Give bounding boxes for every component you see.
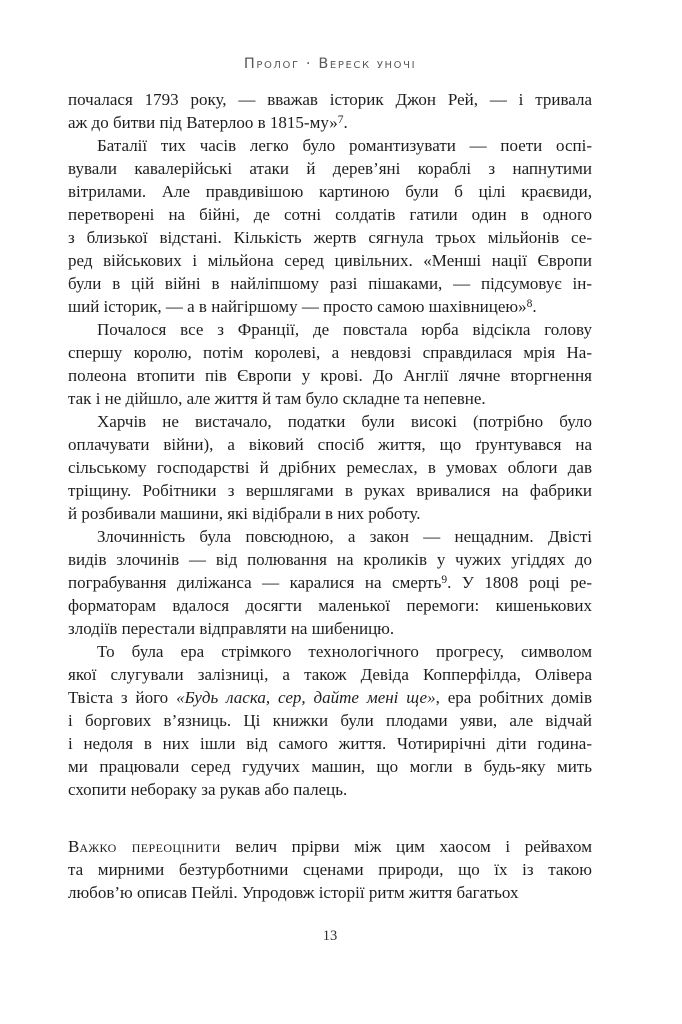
text-segment: , ера робітних домів (435, 688, 592, 707)
text-line (68, 364, 592, 387)
text-segment: злодіїв перестали відправляти на шибеницю. (68, 619, 395, 638)
text-segment: перетворені на бійні, де сотні солдатів гатили один в одного (68, 205, 592, 224)
body-text (68, 88, 592, 904)
text-segment: ший історик, — а в найгіршому — просто самою шахівницею» (68, 297, 527, 316)
text-segment-smallcaps: ажко переоцінити (79, 837, 221, 856)
text-line (68, 881, 592, 904)
text-segment-sup: 8 (526, 297, 533, 310)
paragraph (68, 410, 592, 525)
text-line (68, 686, 592, 709)
text-line (68, 433, 592, 456)
text-line (68, 778, 592, 801)
text-segment: пограбування диліжанса — каралися на смерть (68, 573, 442, 592)
text-line (68, 341, 592, 364)
text-segment: з близької відстані. Кількість жертв сягнула трьох мільйонів се- (68, 228, 592, 247)
text-line (68, 387, 592, 410)
text-segment: . (343, 113, 348, 132)
text-line (68, 157, 592, 180)
paragraph (68, 88, 592, 134)
text-segment: якої слугували залізниці, а також Девіда Копперфілда, Олівера (68, 665, 592, 684)
text-segment: та мирними безтурботними сценами природи, що їх із такою (68, 860, 592, 879)
text-segment: . (532, 297, 537, 316)
text-line (68, 594, 592, 617)
text-segment: й розбивали машини, які відібрали в них роботу. (68, 504, 421, 523)
text-segment: оплачувати війни), а віковий спосіб життя, що ґрунтувався на (68, 435, 592, 454)
text-line (68, 272, 592, 295)
text-segment: форматорам вдалося досягти маленької перемоги: кишенькових (68, 596, 592, 615)
text-segment: Твіста з його (68, 688, 177, 707)
text-segment: ми працювали серед гудучих машин, що могли в будь-яку мить (68, 757, 592, 776)
text-line (68, 571, 592, 594)
text-segment: Харчів не вистачало, податки були високі (потрібно було (97, 412, 592, 431)
text-line (68, 203, 592, 226)
text-line (68, 548, 592, 571)
text-line (68, 410, 592, 433)
text-line (68, 858, 592, 881)
text-line (68, 502, 592, 525)
text-line (68, 732, 592, 755)
text-line (68, 663, 592, 686)
text-line (68, 456, 592, 479)
text-segment: аж до битви під Ватерлоо в 1815-му» (68, 113, 338, 132)
text-segment: . У 1808 році ре- (447, 573, 592, 592)
text-line (68, 479, 592, 502)
text-line (68, 709, 592, 732)
text-segment: Баталії тих часів легко було романтизувати — поети оспі- (97, 136, 592, 155)
text-segment-italic: «Будь ласка, сер, дайте мені ще» (176, 688, 436, 707)
text-segment-sup: 9 (441, 573, 448, 586)
page-number: 13 (322, 928, 338, 944)
text-segment: вували кавалерійські атаки й дерев’яні кораблі з напнутими (68, 159, 592, 178)
text-line (68, 226, 592, 249)
text-segment: видів злочинів — від полювання на кроликів у чужих угіддях до (68, 550, 592, 569)
text-line (68, 318, 592, 341)
text-segment: схопити небораку за рукав або палець. (68, 780, 348, 799)
paragraph (68, 134, 592, 318)
text-segment: спершу королю, потім королеві, а невдовзі справдилася мрія На- (68, 343, 592, 362)
text-line (68, 525, 592, 548)
text-segment: Почалося все з Франції, де повстала юрба відсікла голову (97, 320, 592, 339)
text-segment: любов’ю описав Пейлі. Упродовж історії ритм життя багатьох (68, 883, 519, 902)
text-line (68, 640, 592, 663)
running-header: Пролог · Вереск уночі (243, 56, 417, 72)
text-segment: і недоля в них ішли від самого життя. Чотирирічні діти година- (68, 734, 592, 753)
text-line (68, 835, 592, 858)
text-line (68, 111, 592, 134)
text-segment: велич прірви між цим хаосом і рейвахом (220, 837, 592, 856)
paragraph (68, 640, 592, 801)
paragraph (68, 525, 592, 640)
text-segment: так і не дійшло, але життя й там було складне та непевне. (68, 389, 486, 408)
text-segment: ред військових і мільйона серед цивільних. «Менші нації Європи (68, 251, 592, 270)
text-segment: почалася 1793 року, — вважав історик Джон Рей, — і тривала (68, 90, 592, 109)
text-line (68, 180, 592, 203)
text-line (68, 617, 592, 640)
text-line (68, 249, 592, 272)
text-line (68, 134, 592, 157)
text-segment-sup: 7 (337, 113, 344, 126)
text-line (68, 755, 592, 778)
text-segment: вітрилами. Але правдивішою картиною були б цілі краєвиди, (68, 182, 592, 201)
text-segment: і боргових в’язниць. Ці книжки були плодами уяви, але відчай (68, 711, 592, 730)
text-line (68, 295, 592, 318)
paragraph (68, 835, 592, 904)
text-segment: сільському господарстві й дрібних ремеслах, в умовах облоги дав (68, 458, 592, 477)
text-segment: тріщину. Робітники з вершлягами в руках вривалися на фабрики (68, 481, 592, 500)
text-line (68, 88, 592, 111)
text-segment: Злочинність була повсюдною, а закон — нещадним. Двісті (97, 527, 592, 546)
paragraph (68, 318, 592, 410)
text-segment: полеона втопити пів Європи у крові. До Англії лячне вторгнення (68, 366, 592, 385)
text-segment: були в цій війні в найліпшому разі пішаками, — підсумовує ін- (68, 274, 592, 293)
text-segment: В (68, 837, 80, 856)
text-segment: То була ера стрімкого технологічного прогресу, символом (97, 642, 592, 661)
